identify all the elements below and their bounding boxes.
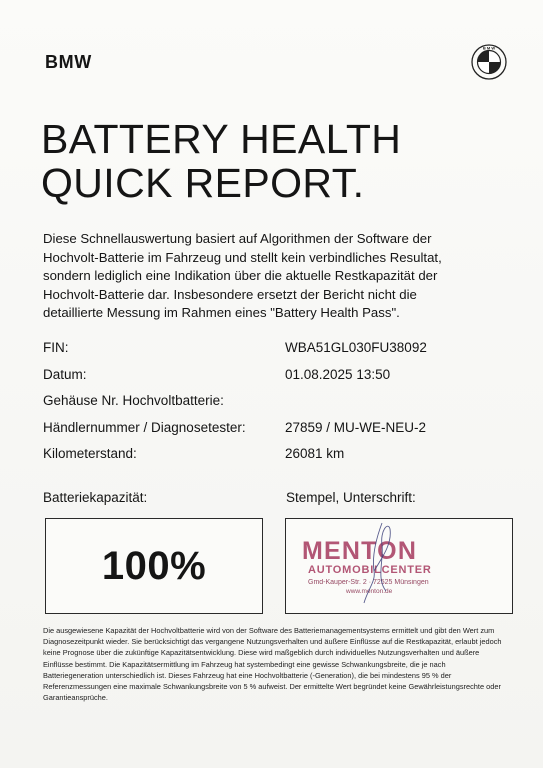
brand-wordmark: BMW: [45, 52, 92, 72]
disclaimer-footnote: Die ausgewiesene Kapazität der Hochvoltbatterie wird von der Software des Batteriemanagementsystems ermittelt und gibt den Wert zum Diagnosezeitpunkt wieder. Sie berücksichtigt das vergangene Nutzungsverhalten und äußere Einflüsse auf die Restkapazität, erlaubt jedoch keine Prognose über die zukünftige Kapazitätsentwicklung. Diese wird maßgeblich durch individuelles Nutzungsverhalten und äußere Einflüsse bestimmt. Die Kapazitätsermittlung im Fahrzeug hat systembedingt eine gewisse Schwankungsbreite, die je nach Batteriegeneration unterschiedlich ist. Dieses Fahrzeug hat eine Hochvoltbatterie (-Generation), die bei mindestens 95 % der Referenzmessungen eine maximale Schwankungsbreite von 5 % aufweist. Der ermittelte Wert begründet keine Gewährleistungsrechte oder Garantieansprüche.: [43, 626, 502, 703]
report-title-line2: QUICK REPORT.: [41, 160, 365, 206]
field-row-haendler: [43, 416, 513, 443]
vehicle-fields: [43, 336, 513, 469]
field-value: WBA51GL030FU38092: [285, 340, 427, 355]
field-label: Händlernummer / Diagnosetester:: [43, 419, 246, 435]
field-value: 27859 / MU-WE-NEU-2: [285, 419, 427, 435]
handwritten-signature: [346, 519, 416, 609]
field-row-datum: [43, 363, 513, 390]
field-label: Gehäuse Nr. Hochvoltbatterie:: [43, 393, 224, 408]
field-row-fin: [43, 336, 513, 363]
field-row-gehaeuse: [43, 389, 513, 416]
stamp-label: Stempel, Unterschrift:: [286, 490, 416, 505]
field-row-kilometer: [43, 442, 513, 469]
field-value: 01.08.2025 13:50: [285, 366, 391, 382]
stamp-dealer-subtitle: AUTOMOBILCENTER: [308, 564, 432, 576]
capacity-label: Batteriekapazität:: [43, 490, 148, 505]
capacity-value: 100%: [101, 543, 207, 588]
field-label: Datum:: [43, 366, 87, 382]
intro-text: Diese Schnellauswertung basiert auf Algorithmen der Software der Hochvolt-Batterie im Fahrzeug und stellt kein verbindliches Resultat, sondern lediglich eine Indikation über die aktuelle Restkapazität der Hochvolt-Batterie dar. Insbesondere ersetzt der Bericht nicht die detaillierte Messung im Rahmen eines "Battery Health Pass".: [43, 231, 442, 320]
capacity-box: [45, 518, 263, 614]
stamp-box: [285, 518, 513, 614]
field-value: 26081 km: [285, 446, 345, 461]
report-title: [41, 117, 401, 205]
field-label: Kilometerstand:: [43, 446, 137, 461]
stamp-dealer-name: MENTON: [302, 537, 418, 565]
bmw-roundel-icon: [471, 44, 507, 80]
stamp-address: Gmd-Kauper-Str. 2 · 72525 Münsingen: [308, 579, 429, 586]
stamp-website: www.menton.de: [346, 588, 393, 595]
svg-text:B M W: B M W: [482, 45, 496, 51]
report-title-line1: BATTERY HEALTH: [41, 116, 402, 162]
field-label: FIN:: [43, 340, 69, 355]
